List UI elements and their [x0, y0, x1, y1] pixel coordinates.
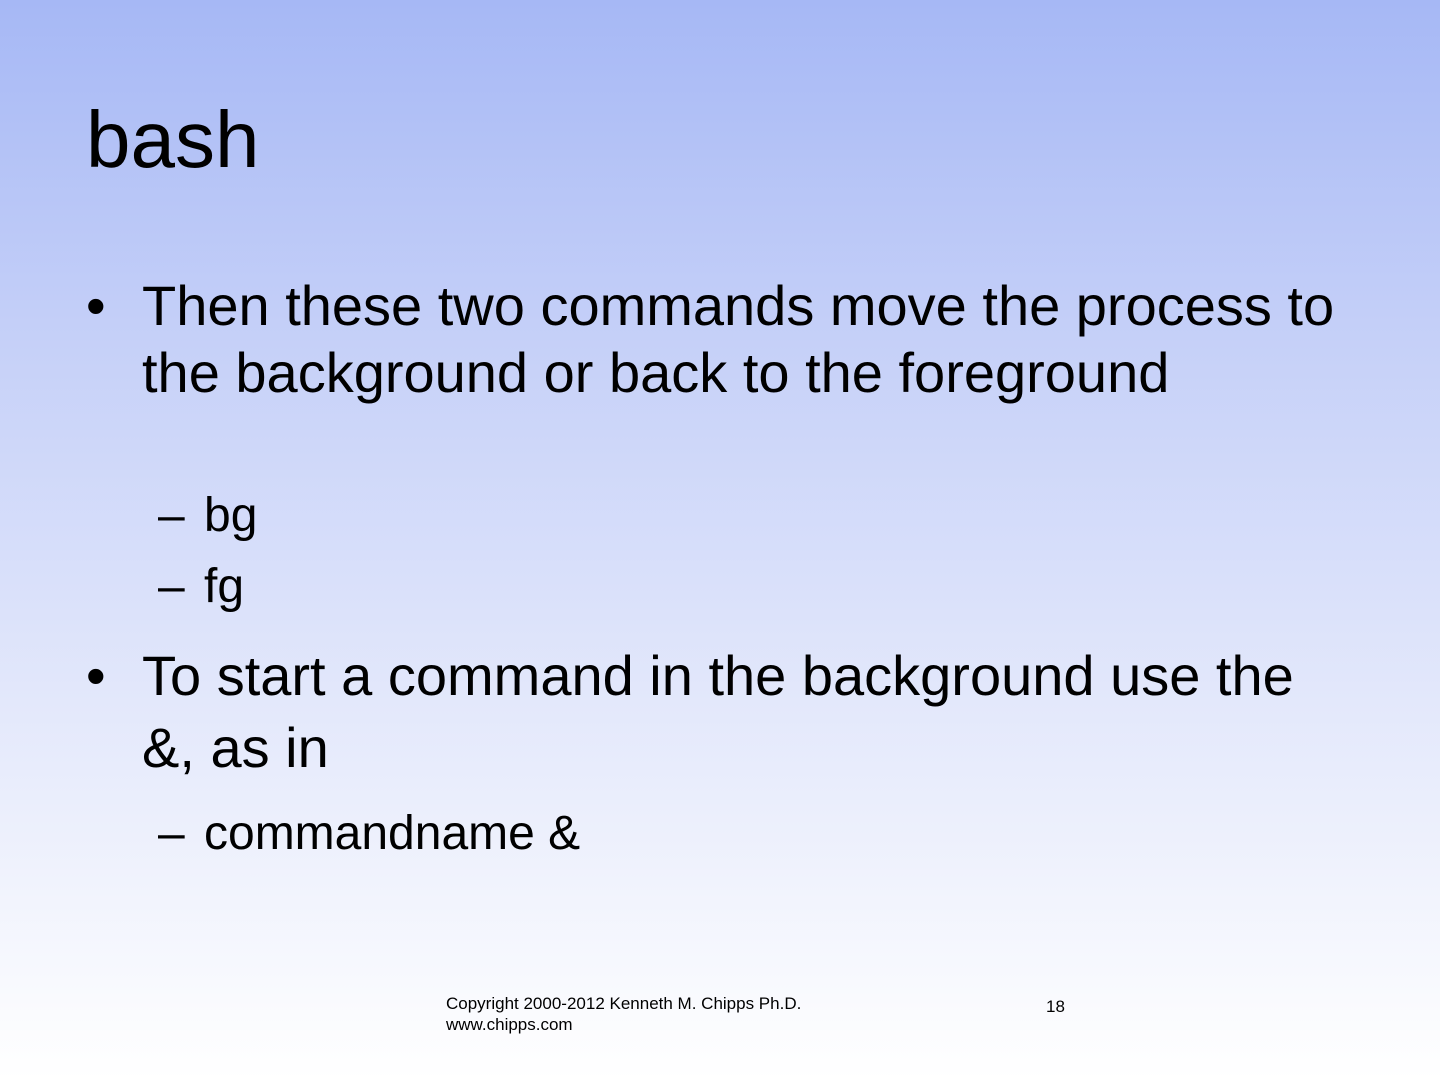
sub-marker: – — [158, 560, 185, 613]
website-text: www.chipps.com — [446, 1015, 573, 1034]
sub-item-fg — [158, 558, 244, 616]
bullet-text: To start a command in the background use the &, as in — [142, 644, 1294, 779]
bullet-marker: • — [86, 274, 106, 337]
footer-copyright — [446, 993, 801, 1035]
sub-item-text: bg — [204, 489, 258, 542]
sub-marker: – — [158, 489, 185, 542]
sub-item-commandname — [158, 805, 580, 863]
sub-item-text: commandname & — [204, 807, 581, 860]
sub-item-text: fg — [204, 560, 245, 613]
slide-title: bash — [86, 95, 260, 184]
sub-marker: – — [158, 807, 185, 860]
copyright-text: Copyright 2000-2012 Kenneth M. Chipps Ph.D. — [446, 994, 802, 1013]
page-number: 18 — [1046, 997, 1065, 1016]
sub-item-bg — [158, 487, 257, 545]
bullet-text: Then these two commands move the process to the background or back to the foreground — [142, 274, 1335, 404]
bullet-marker: • — [86, 644, 106, 707]
